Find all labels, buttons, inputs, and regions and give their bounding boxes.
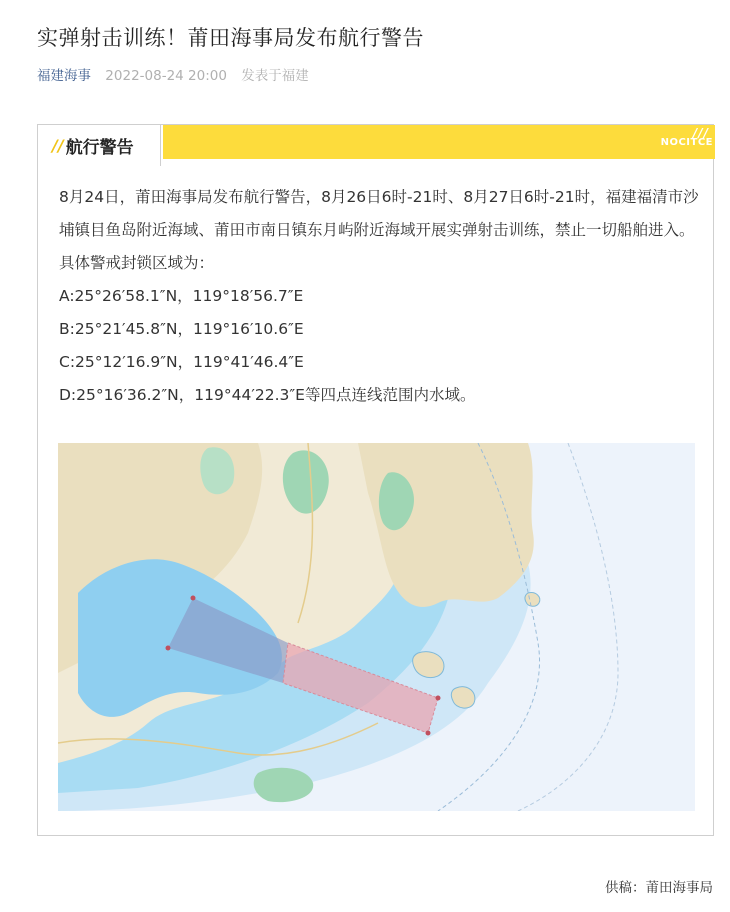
- publish-date: 2022-08-24 20:00: [105, 68, 227, 84]
- vertex-a: [191, 596, 196, 601]
- map-graphic: [58, 443, 695, 811]
- warning-zone-map: [58, 443, 695, 811]
- author-link[interactable]: 福建海事: [37, 68, 91, 84]
- vertex-c: [426, 731, 431, 736]
- point-b: B:25°21′45.8″N，119°16′10.6″E: [59, 320, 304, 338]
- notice-logo-text: NOCITCE: [660, 137, 713, 148]
- island-3: [525, 593, 540, 607]
- tab-label: 航行警告: [65, 138, 134, 158]
- zone-intro: 具体警戒封锁区域为：: [59, 254, 215, 272]
- tab-slash-icon: //: [52, 136, 64, 155]
- article-credit: 供稿：莆田海事局: [605, 880, 713, 896]
- point-c: C:25°12′16.9″N，119°41′46.4″E: [59, 353, 304, 371]
- notice-body: [59, 181, 699, 412]
- notice-paragraph: 8月24日，莆田海事局发布航行警告，8月26日6时-21时、8月27日6时-21时，福建福清市沙埔镇目鱼岛附近海域、莆田市南日镇东月屿附近海域开展实弹射击训练，禁止一切船舶进入。: [59, 188, 699, 239]
- notice-logo-slashes: ///: [692, 126, 709, 140]
- notice-tab: [37, 124, 161, 166]
- island-2: [451, 687, 475, 708]
- vertex-b: [166, 646, 171, 651]
- publish-location: 发表于福建: [241, 68, 309, 84]
- point-d: D:25°16′36.2″N，119°44′22.3″E等四点连线范围内水域。: [59, 386, 476, 404]
- header-bar: [163, 125, 715, 159]
- point-a: A:25°26′58.1″N，119°18′56.7″E: [59, 287, 304, 305]
- article-meta: [37, 64, 309, 84]
- article-title: 实弹射击训练！莆田海事局发布航行警告: [37, 26, 424, 50]
- vertex-d: [436, 696, 441, 701]
- notice-card: [37, 124, 714, 836]
